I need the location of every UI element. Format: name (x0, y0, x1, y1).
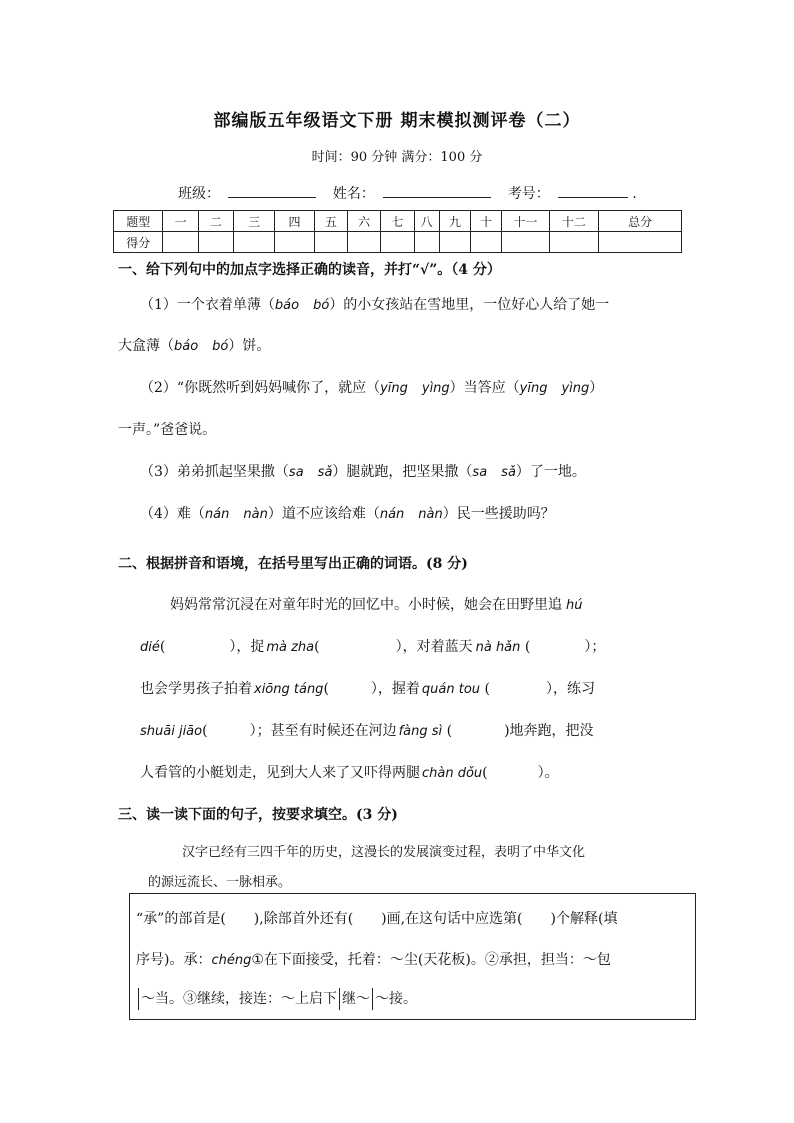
paren: ( (482, 765, 488, 781)
pinyin-option[interactable]: bó (212, 339, 229, 354)
pinyin-option[interactable]: nán (204, 507, 230, 522)
s3-text: ～接。 (375, 991, 417, 1007)
s1-text: （4）难（ (140, 506, 205, 522)
s1-text: ）的小女孩站在雪地里，一位好心人给了她一 (329, 297, 610, 313)
page-title: 部编版五年级语文下册 期末模拟测评卷（二） (213, 111, 581, 131)
score-cell[interactable] (381, 232, 414, 253)
pinyin-option[interactable]: sa (472, 465, 488, 480)
s3-box-line1: “承”的部首是( ),除部首外还有( )画,在这句话中应选第( )个解释(填 (136, 911, 618, 927)
s2-text: 人看管的小艇划走，见到大人来了又吓得两腿 (140, 765, 420, 781)
exam-meta: 时间：90 分钟 满分：100 分 (311, 150, 483, 165)
pinyin-prompt: chéng (211, 953, 252, 968)
score-cell[interactable] (348, 232, 381, 253)
score-cell[interactable] (275, 232, 314, 253)
score-cell[interactable] (439, 232, 470, 253)
exam-no-blank[interactable] (558, 183, 628, 198)
pinyin-prompt: chàn dǒu (422, 766, 483, 781)
pinyin-option[interactable]: sǎ (317, 465, 333, 480)
pinyin-prompt: mà zha (266, 640, 315, 655)
class-label: 班级： (178, 186, 220, 202)
pinyin-prompt: nà hǎn (475, 640, 521, 655)
pinyin-option[interactable]: sǎ (501, 465, 516, 480)
score-cell[interactable] (549, 232, 598, 253)
pinyin-option[interactable]: sa (288, 465, 304, 480)
score-header-cell: 八 (414, 211, 439, 232)
s1-text: ）道不应该给难（ (267, 506, 380, 522)
score-row-label: 得分 (114, 232, 163, 253)
s2-text: 妈妈常常沉浸在对童年时光的回忆中。小时候，她会在田野里追 (170, 597, 562, 613)
s2-line2 (140, 636, 605, 656)
divider-bar (339, 988, 340, 1010)
s3-passage-line2: 的源远流长、一脉相承。 (148, 875, 292, 890)
pinyin-option[interactable]: bó (313, 298, 330, 313)
score-header-cell: 十二 (549, 211, 598, 232)
section-3-heading: 三、读一读下面的句子，按要求填空。(3 分) (118, 807, 398, 823)
s1-q2-line1 (140, 377, 603, 397)
s3-passage-line1: 汉字已经有三四千年的历史，这漫长的发展演变过程，表明了中华文化 (182, 845, 586, 860)
s1-q1-line1 (140, 294, 609, 314)
end-mark: . (632, 186, 637, 202)
s1-text: （1）一个衣着单薄（ (140, 297, 275, 313)
divider-bar (372, 988, 373, 1010)
paren: ( (314, 639, 320, 655)
student-info-line (178, 183, 637, 203)
pinyin-option[interactable]: yīng (380, 381, 408, 396)
score-table-header-row (114, 211, 682, 232)
class-blank[interactable] (228, 183, 316, 198)
pinyin-option[interactable]: nàn (418, 507, 443, 522)
score-cell[interactable] (314, 232, 347, 253)
score-table-score-row (114, 232, 682, 253)
score-header-cell: 七 (381, 211, 414, 232)
score-header-cell: 六 (348, 211, 381, 232)
pinyin-option[interactable]: nàn (243, 507, 268, 522)
score-header-cell: 题型 (114, 211, 163, 232)
s1-text: ）腿就跑，把坚果撒（ (332, 464, 473, 480)
pinyin-option[interactable]: nán (379, 507, 405, 522)
score-cell[interactable] (471, 232, 502, 253)
s3-text: 继～ (342, 991, 370, 1007)
paren: ( (202, 723, 208, 739)
pinyin-prompt: hú (566, 598, 583, 613)
pinyin-option[interactable]: yìng (421, 381, 450, 396)
pinyin-option[interactable]: báo (274, 298, 300, 313)
score-header-cell: 三 (234, 211, 275, 232)
score-header-cell: 总分 (599, 211, 682, 232)
score-header-cell: 十一 (502, 211, 549, 232)
pinyin-option[interactable]: yìng (561, 381, 590, 396)
pinyin-prompt: xiōng táng (254, 682, 324, 697)
score-cell[interactable] (163, 232, 198, 253)
paren: ( (442, 723, 453, 739)
paren: ( (480, 681, 490, 697)
s1-text: ）民一些援助吗？ (442, 506, 555, 522)
paren: ( (323, 681, 329, 697)
s2-line4 (140, 720, 594, 740)
s2-text: ），对着蓝天 (395, 639, 473, 655)
score-cell[interactable] (234, 232, 275, 253)
score-header-cell: 二 (198, 211, 233, 232)
pinyin-prompt: quán tou (421, 682, 481, 697)
s2-text: ），握着 (370, 681, 420, 697)
score-table (113, 210, 682, 253)
paren: ( (159, 639, 166, 655)
s1-q4-line (140, 503, 555, 523)
name-blank[interactable] (383, 183, 491, 198)
s2-text: ）。 (537, 765, 559, 781)
s3-text: 序号)。承： (136, 952, 212, 968)
s2-text: ），捉 (229, 639, 265, 655)
score-header-cell: 十 (471, 211, 502, 232)
s1-text: ） (589, 380, 604, 396)
pinyin-prompt: dié (140, 640, 160, 655)
s1-q2-line2: 一声。”爸爸说。 (118, 422, 217, 438)
score-header-cell: 五 (314, 211, 347, 232)
s1-text: （2）“你既然听到妈妈喊你了，就应（ (140, 380, 381, 396)
s3-text: ～当。③继续，接连：～上启下 (141, 991, 337, 1007)
s3-box-line3 (136, 988, 417, 1010)
score-cell[interactable] (414, 232, 439, 253)
pinyin-prompt: fàng sì (398, 724, 443, 739)
score-header-cell: 四 (275, 211, 314, 232)
s3-question-box (129, 893, 696, 1020)
s1-text: ）了一地。 (515, 464, 586, 480)
score-cell[interactable] (599, 232, 682, 253)
s3-box-line2 (136, 949, 611, 969)
s2-line3 (140, 678, 595, 698)
s1-text: 大盒薄（ (118, 338, 174, 354)
pinyin-prompt: shuāi jiāo (140, 724, 203, 739)
section-1-heading: 一、给下列句中的加点字选择正确的读音，并打“√”。（4 分） (118, 262, 501, 278)
s2-text: 也会学男孩子拍着 (140, 681, 252, 697)
s2-text: )地奔跑，把没 (504, 723, 594, 739)
score-header-cell: 九 (439, 211, 470, 232)
s2-line5 (140, 762, 559, 782)
s1-text: （3）弟弟抓起坚果撒（ (140, 464, 289, 480)
s1-text: ）当答应（ (449, 380, 520, 396)
exam-no-label: 考号： (507, 186, 550, 202)
pinyin-option[interactable]: báo (174, 339, 199, 354)
s1-q1-line2 (118, 335, 270, 355)
divider-bar (138, 988, 139, 1010)
s1-text: ）饼。 (228, 338, 271, 354)
score-header-cell: 一 (163, 211, 198, 232)
section-2-heading: 二、根据拼音和语境，在括号里写出正确的词语。(8 分) (118, 556, 468, 572)
s2-text: ），练习 (545, 681, 595, 697)
s3-text: ①在下面接受，托着：～尘(天花板)。②承担，担当：～包 (251, 952, 611, 968)
name-label: 姓名： (332, 186, 375, 202)
s2-text: ）；甚至有时候还在河边 (249, 723, 397, 739)
score-cell[interactable] (502, 232, 549, 253)
paren: ( (520, 639, 531, 655)
s2-text: ）； (584, 639, 606, 655)
pinyin-option[interactable]: yīng (519, 381, 548, 396)
score-cell[interactable] (198, 232, 233, 253)
s2-line1 (170, 594, 582, 614)
s1-q3-line (140, 461, 586, 481)
